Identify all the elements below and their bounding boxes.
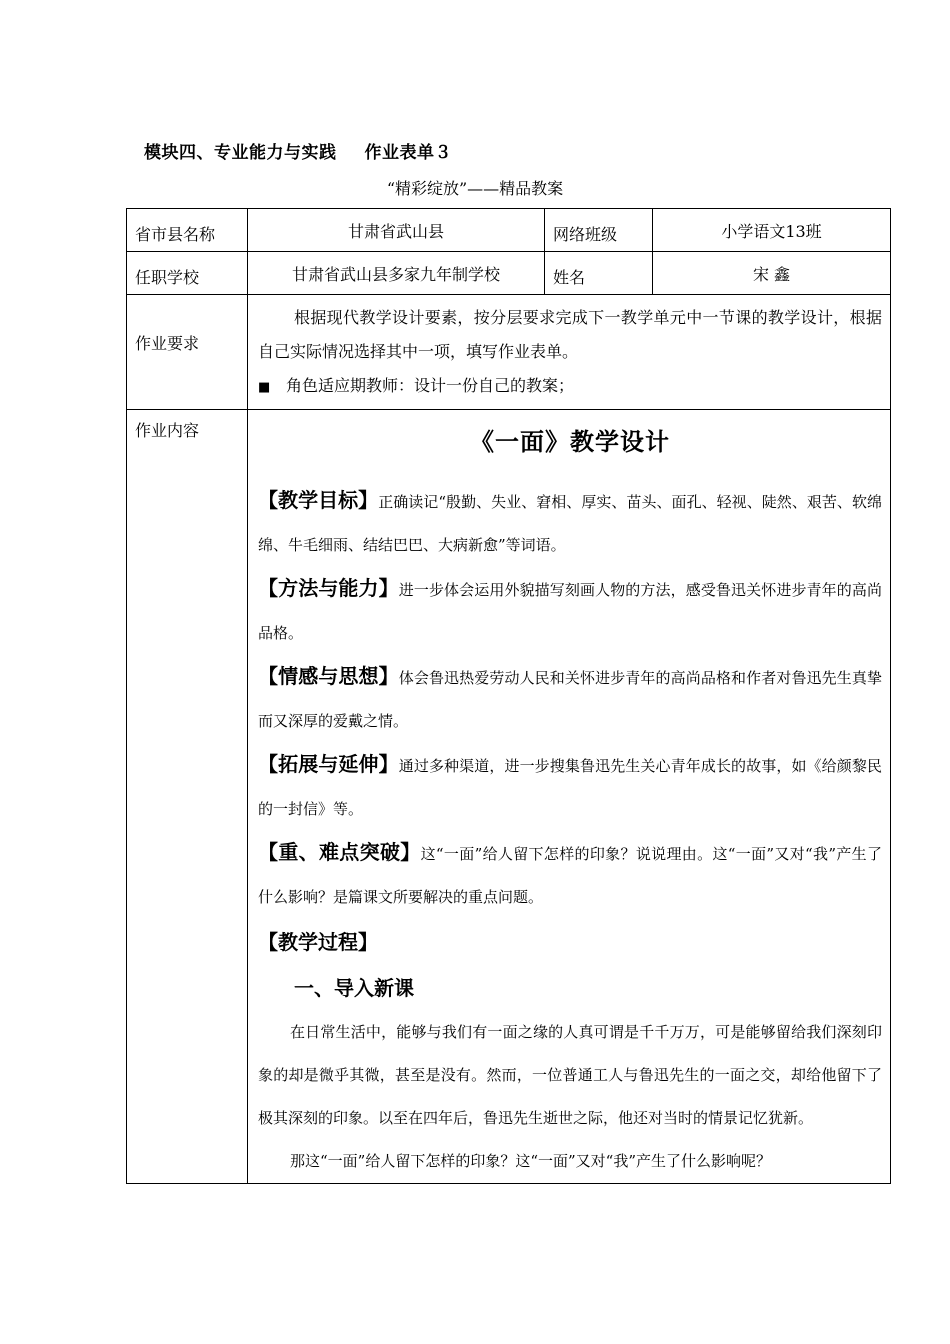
content-cell <box>248 410 891 1184</box>
section-text: 这“一面”给人留下怎样的印象？说说理由。这“一面”又对“我”产生了什么影响？是篇课文所要解决的重点问题。 <box>258 845 883 906</box>
class-label: 网络班级 <box>545 209 653 252</box>
requirement-label: 作业要求 <box>127 295 248 410</box>
name-value: 宋 鑫 <box>653 252 891 295</box>
table-row <box>127 410 891 1184</box>
lesson-plan-title: 《一面》教学设计 <box>470 427 670 456</box>
document-subtitle: “精彩绽放”——精品教案 <box>386 179 564 198</box>
section-key-points <box>258 831 882 919</box>
name-label: 姓名 <box>545 252 653 295</box>
region-value: 甘肃省武山县 <box>248 209 545 252</box>
table-row <box>127 252 891 295</box>
table-row <box>127 295 891 410</box>
requirement-bullet-line <box>258 369 882 405</box>
section-text: 体会鲁迅热爱劳动人民和关怀进步青年的高尚品格和作者对鲁迅先生真挚而又深厚的爱戴之情。 <box>258 669 882 730</box>
content-label: 作业内容 <box>127 410 248 1184</box>
section-text: 进一步体会运用外貌描写刻画人物的方法，感受鲁迅关怀进步青年的高尚品格。 <box>258 581 882 642</box>
process-heading: 【教学过程】 <box>258 930 378 954</box>
module-heading <box>144 138 452 163</box>
section-tag: 【拓展与延伸】 <box>258 752 399 776</box>
section-extension <box>258 743 882 831</box>
section-objectives <box>258 479 882 567</box>
step1-question: 那这“一面”给人留下怎样的印象？这“一面”又对“我”产生了什么影响呢？ <box>290 1152 772 1170</box>
requirement-bullet-text: 角色适应期教师：设计一份自己的教案； <box>286 376 575 395</box>
table-row <box>127 209 891 252</box>
form-title: 作业表单３ <box>364 143 452 163</box>
section-methods <box>258 567 882 655</box>
section-emotion <box>258 655 882 743</box>
class-value: 小学语文13班 <box>653 209 891 252</box>
module-title: 模块四、专业能力与实践 <box>144 143 337 163</box>
section-tag: 【情感与思想】 <box>258 664 399 688</box>
section-tag: 【教学目标】 <box>258 488 379 512</box>
section-tag: 【方法与能力】 <box>258 576 399 600</box>
requirement-text: 根据现代教学设计要素，按分层要求完成下一教学单元中一节课的教学设计，根据自己实际情况选择其中一项，填写作业表单。 <box>258 308 882 361</box>
section-text: 正确读记“殷勤、失业、窘相、厚实、苗头、面孔、轻视、陡然、艰苦、软绵绵、牛毛细雨、结结巴巴、大病新愈”等词语。 <box>258 493 882 554</box>
assignment-form-table <box>126 208 891 1184</box>
school-value: 甘肃省武山县多家九年制学校 <box>248 252 545 295</box>
section-text: 通过多种渠道，进一步搜集鲁迅先生关心青年成长的故事，如《给颜黎民的一封信》等。 <box>258 757 882 818</box>
step1-heading: 一、导入新课 <box>294 976 414 1000</box>
square-bullet-icon: ■ <box>258 380 271 395</box>
requirement-cell <box>248 295 891 410</box>
region-label: 省市县名称 <box>127 209 248 252</box>
section-tag: 【重、难点突破】 <box>258 840 421 864</box>
school-label: 任职学校 <box>127 252 248 295</box>
step1-text: 在日常生活中，能够与我们有一面之缘的人真可谓是千千万万，可是能够留给我们深刻印象的却是微乎其微，甚至是没有。然而，一位普通工人与鲁迅先生的一面之交，却给他留下了极其深刻的印象。以至在四年后，鲁迅先生逝世之际，他还对当时的情景记忆犹新。 <box>258 1023 882 1127</box>
